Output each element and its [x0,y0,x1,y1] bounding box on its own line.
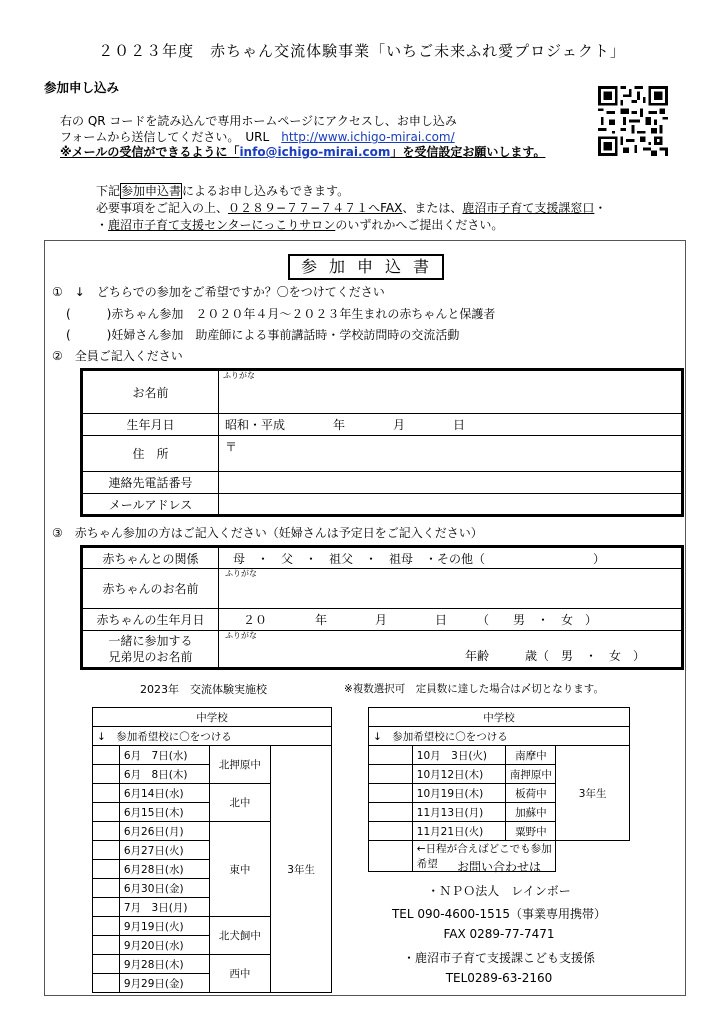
check-box-cell[interactable] [369,784,413,803]
homepage-link[interactable]: http://www.ichigo-mirai.com/ [281,130,455,144]
sibling-field[interactable] [219,631,683,669]
check-box-cell[interactable] [93,860,120,879]
sibling-furigana-label: ふりがな [225,631,257,640]
check-box-cell[interactable] [93,898,120,917]
school-name: 北中 [209,784,271,822]
schedule-date: 9月20日(水) [119,936,209,955]
schedule-date: 6月15日(木) [119,803,209,822]
baby-furigana-label: ふりがな [225,569,257,578]
sibling-label [82,631,219,669]
check-box-cell[interactable] [93,822,120,841]
right-subheader: ↓ 参加希望校に〇をつける [369,727,630,746]
check-box-cell[interactable] [369,803,413,822]
contact-tel2: TEL0289-63-2160 [445,971,553,985]
schedule-date: 10月 3日(火) [412,746,506,765]
contact-org: ・ＮＰＯ法人 レインボー [427,884,571,898]
phone-label: 連絡先電話番号 [82,472,219,494]
check-box-cell[interactable] [93,765,120,784]
alt-line1 [96,182,349,199]
baby-dob-label: 赤ちゃんの生年月日 [82,609,219,631]
baby-info-table [80,545,684,670]
contact-heading: お問い合わせは [456,860,541,874]
schedule-date: 10月19日(木) [412,784,506,803]
school-name: 北押原中 [209,746,271,784]
alt3-pre: ・ [96,218,109,232]
school-name: 加蘇中 [506,803,556,822]
check-box-cell[interactable] [93,841,120,860]
alt1-pre: 下記 [96,184,121,198]
alt-line2 [96,199,606,216]
phone-field[interactable] [219,472,683,494]
apply-line2-text: フォームから送信してください。 URL [60,130,282,144]
check-box-cell[interactable] [369,822,413,841]
schedule-date: 11月21日(火) [412,822,506,841]
contact-tel: TEL 090-4600-1515（事業専用携帯） [391,907,607,921]
sibling-age-gender: 年齢 歳（ 男 ・ 女 ） [464,649,645,663]
contact-fax: FAX 0289-77-7471 [443,927,555,941]
schedule-date: 9月28日(木) [119,955,209,974]
schedule-date: 6月27日(火) [119,841,209,860]
apply-line3-pre: ※メールの受信ができるように「 [60,145,240,159]
schedule-table-right [368,707,630,872]
alt-line3 [96,216,503,233]
qr-code-image[interactable] [598,86,668,156]
school-name: 東中 [209,822,271,917]
schedule-date: 9月19日(火) [119,917,209,936]
school-name: 南摩中 [506,746,556,765]
schedule-date: 7月 3日(月) [119,898,209,917]
check-box-cell[interactable] [369,765,413,784]
alt2-mid: 、または、 [402,201,463,215]
q2-label: ② 全員ご記入ください [52,349,183,363]
address-label: 住 所 [82,436,219,472]
school-name: 粟野中 [506,822,556,841]
sibling-label-line2: 兄弟児のお名前 [108,650,193,664]
contact-office: ・鹿沼市子育て支援課こども支援係 [402,951,595,965]
check-box-cell[interactable] [93,746,120,765]
schedule-date: 6月30日(金) [119,879,209,898]
personal-info-table [80,368,684,517]
school-name: 板荷中 [506,784,556,803]
check-box-cell[interactable] [93,936,120,955]
apply-line3 [60,143,545,160]
dob-label: 生年月日 [82,414,219,436]
left-subheader: ↓ 参加希望校に〇をつける [93,727,332,746]
right-header: 中学校 [369,708,630,727]
baby-name-label: 赤ちゃんのお名前 [82,569,219,609]
alt1-post: によるお申し込みもできます。 [182,184,350,198]
q3-label: ③ 赤ちゃん参加の方はご記入ください（妊婦さんは予定日をご記入ください） [52,526,483,540]
alt3-post: のいずれかへご提出ください。 [335,218,504,232]
schedule-date: 6月14日(水) [119,784,209,803]
school-name: 北犬飼中 [209,917,271,955]
schedule-date: 9月29日(金) [119,974,209,993]
grade-label: 3年生 [271,746,332,993]
relation-field[interactable]: 母 ・ 父 ・ 祖父 ・ 祖母 ・その他（ ） [219,547,683,569]
baby-dob-field[interactable]: ２０ 年 月 日 （ 男 ・ 女 ） [219,609,683,631]
apply-line3-post: 」を受信設定お願いします。 [390,145,546,159]
email-link[interactable]: info@ichigo-mirai.com [239,145,391,159]
check-box-cell[interactable] [93,974,120,993]
check-box-cell[interactable] [93,955,120,974]
relation-label: 赤ちゃんとの関係 [82,547,219,569]
check-box-cell[interactable] [369,746,413,765]
alt2-pre: 必要事項をご記入の上、 [96,201,229,215]
name-label: お名前 [82,370,219,414]
alt2-post: ・ [594,201,607,215]
apply-line1: 右の QR コードを読み込んで専用ホームページにアクセスし、お申し込み [60,114,457,128]
mail-field[interactable] [219,494,683,516]
school-name: 西中 [209,955,271,993]
schedule-table-left [92,707,332,993]
schedule-date: 6月26日(月) [119,822,209,841]
schedule-row[interactable] [369,746,630,765]
mail-label: メールアドレス [82,494,219,516]
option-baby[interactable]: ( )赤ちゃん参加 ２０２０年４月〜２０２３年生まれの赤ちゃんと保護者 [66,307,496,321]
alt2-office: 鹿沼市子育て支援課窓口 [462,201,595,215]
schools-note: ※複数選択可 定員数に達した場合は〆切となります。 [344,683,604,695]
schedule-date: 11月13日(月) [412,803,506,822]
q1-label: ① ↓ どちらでの参加をご希望ですか？〇をつけてください [52,285,385,299]
any-school-note: ←日程が合えばどこでも参加希望 [412,841,555,872]
check-box-cell[interactable] [93,879,120,898]
school-name: 南押原中 [506,765,556,784]
schedule-row[interactable] [93,746,332,765]
alt1-boxed: 参加申込書 [121,184,182,198]
schedule-date: 6月 7日(水) [119,746,209,765]
schedule-date: 6月 8日(木) [119,765,209,784]
left-header: 中学校 [93,708,332,727]
baby-name-field[interactable] [219,569,683,609]
schedule-date: 10月12日(木) [412,765,506,784]
alt3-center: 鹿沼市子育て支援センターにっこりサロン [108,218,336,232]
alt2-fax: ０２８９−７７−７４７１へFAX [228,201,403,215]
furigana-label: ふりがな [223,371,255,380]
check-box-cell[interactable] [93,803,120,822]
page-title: ２０２３年度 赤ちゃん交流体験事業「いちご未来ふれ愛プロジェクト」 [98,42,626,60]
sibling-label-line1: 一緒に参加する [108,634,193,648]
check-box-cell[interactable] [93,917,120,936]
schools-caption: 2023年 交流体験実施校 [140,683,267,696]
grade-label: 3年生 [556,746,630,841]
dob-field[interactable]: 昭和・平成 年 月 日 [219,414,683,436]
schedule-date: 6月28日(水) [119,860,209,879]
address-field[interactable]: 〒 [219,436,683,472]
check-box-cell[interactable] [93,784,120,803]
option-pregnant[interactable]: ( )妊婦さん参加 助産師による事前講話時・学校訪問時の交流活動 [66,328,460,342]
form-title: 参加申込書 [288,254,444,280]
name-field[interactable] [219,370,683,414]
apply-heading: 参加申し込み [44,80,120,95]
